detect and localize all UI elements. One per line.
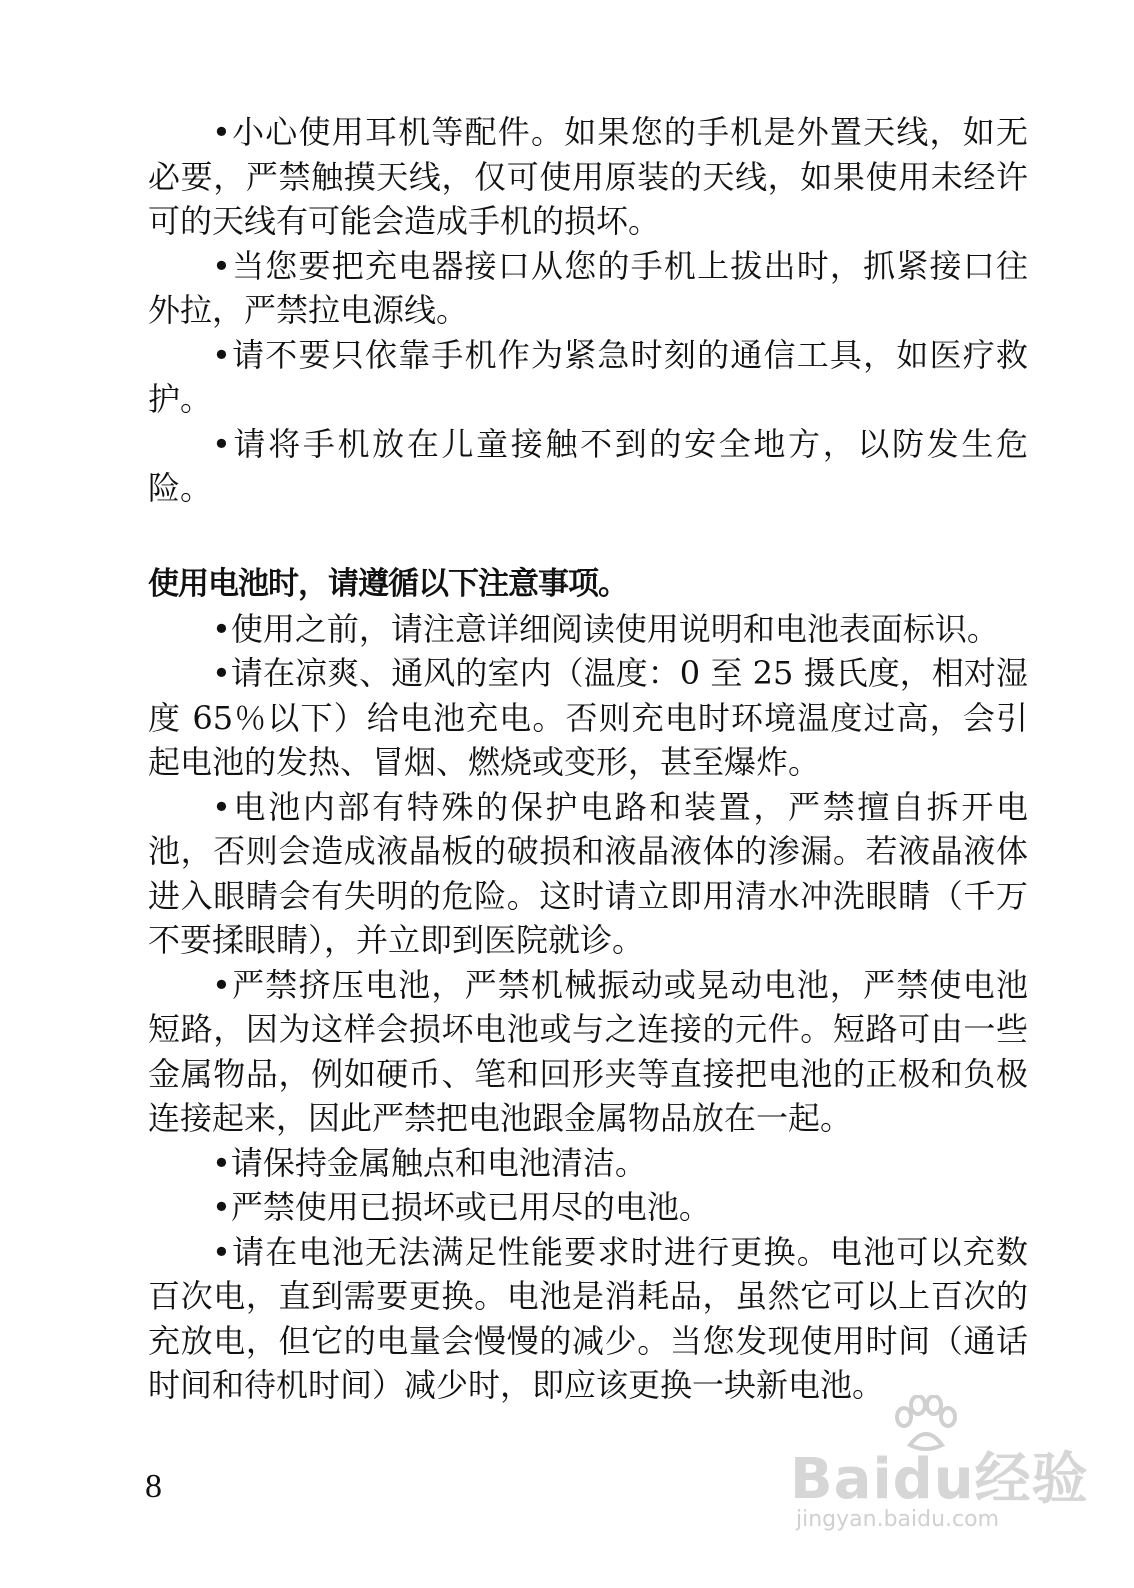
paragraph-keep-clean: •请保持金属触点和电池清洁。	[212, 1143, 647, 1182]
paragraph-charger-plug: •当您要把充电器接口从您的手机上拔出时，抓紧接口往外拉，严禁拉电源线。	[148, 246, 1028, 329]
paragraph-do-not-disassemble: •电池内部有特殊的保护电路和装置，严禁擅自拆开电池，否则会造成液晶板的破损和液晶液体的渗漏。若液晶液体进入眼睛会有失明的危险。这时请立即用清水冲洗眼睛（千万不要揉眼睛），并立即到医院就诊。	[148, 787, 1028, 959]
paragraph-children: •请将手机放在儿童接触不到的安全地方，以防发生危险。	[148, 424, 1028, 507]
document-body	[148, 110, 1028, 1408]
page-number: 8	[145, 1468, 162, 1505]
watermark-url: jingyan.baidu.com	[796, 1507, 1000, 1532]
paragraph-charging-environment: •请在凉爽、通风的室内（温度：0 至 25 摄氏度，相对湿度 65％以下）给电池充电。否则充电时环境温度过高，会引起电池的发热、冒烟、燃烧或变形，甚至爆炸。	[148, 654, 1028, 781]
paragraph-emergency: •请不要只依靠手机作为紧急时刻的通信工具，如医疗救护。	[148, 335, 1028, 418]
paragraph-damaged-battery: •严禁使用已损坏或已用尽的电池。	[212, 1188, 711, 1226]
paragraph-earphone-antenna: •小心使用耳机等配件。如果您的手机是外置天线，如无必要，严禁触摸天线，仅可使用原装的天线，如果使用未经许可的天线有可能会造成手机的损坏。	[148, 113, 1028, 240]
paragraph-short-circuit: •严禁挤压电池，严禁机械振动或晃动电池，严禁使电池短路，因为这样会损坏电池或与之连接的元件。短路可由一些金属物品，例如硬币、笔和回形夹等直接把电池的正极和负极连接起来，因此严禁把电池跟金属物品放在一起。	[148, 965, 1028, 1137]
paragraph-replace-battery: •请在电池无法满足性能要求时进行更换。电池可以充数百次电，直到需要更换。电池是消耗品，虽然它可以上百次的充放电，但它的电量会慢慢的减少。当您发现使用时间（通话时间和待机时间）减少时，即应该更换一块新电池。	[148, 1232, 1028, 1404]
section-heading-battery: 使用电池时，请遵循以下注意事项。	[148, 565, 628, 602]
paragraph-read-instructions: •使用之前，请注意详细阅读使用说明和电池表面标识。	[212, 609, 999, 648]
watermark-logo-text: Baidu经验	[790, 1447, 1089, 1512]
baidu-jingyan-watermark	[790, 1395, 1089, 1545]
